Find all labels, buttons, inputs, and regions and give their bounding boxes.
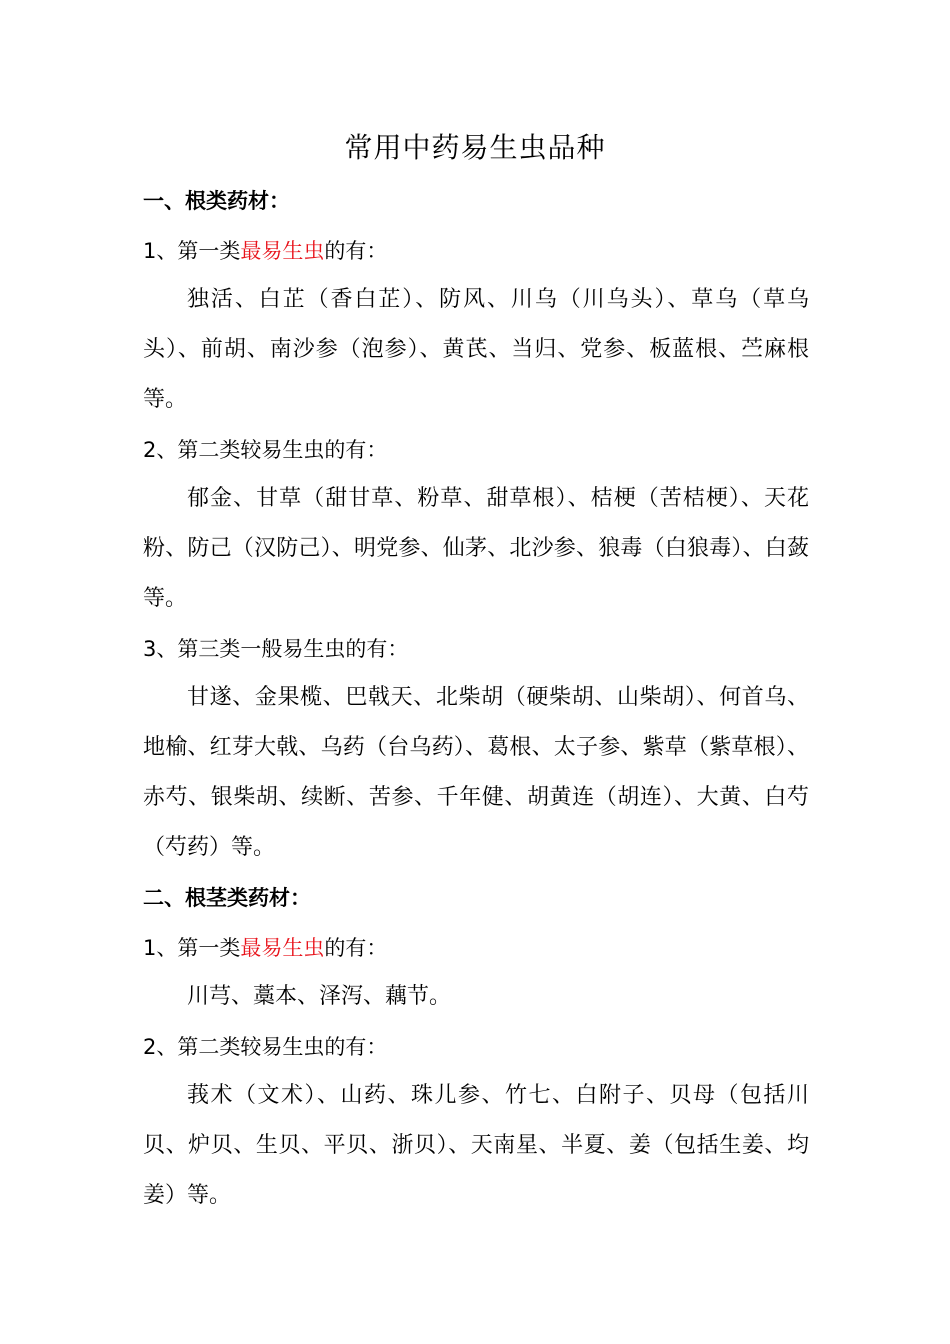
category-label-2: 2、第二类较易生虫的有： xyxy=(143,1035,388,1059)
herb-list-paragraph: 独活、白芷（香白芷）、防风、川乌（川乌头）、草乌（草乌头）、前胡、南沙参（泡参）、黄芪、当归、党参、板蓝根、苎麻根等。 xyxy=(143,287,809,412)
highlight-text: 最易生虫 xyxy=(240,936,325,960)
highlight-text: 最易生虫 xyxy=(240,239,325,263)
category-label-1 xyxy=(143,933,387,963)
category-suffix: 的有： xyxy=(324,936,388,960)
category-label-3: 3、第三类一般易生虫的有： xyxy=(143,637,409,661)
herb-list-paragraph: 莪术（文术）、山药、珠儿参、竹七、白附子、贝母（包括川贝、炉贝、生贝、平贝、浙贝）、天南星、半夏、姜（包括生姜、均姜）等。 xyxy=(143,1083,809,1208)
category-prefix: 1、第一类 xyxy=(143,936,241,960)
herb-list-paragraph: 甘遂、金果榄、巴戟天、北柴胡（硬柴胡、山柴胡）、何首乌、地榆、红芽大戟、乌药（台乌药）、葛根、太子参、紫草（紫草根）、赤芍、银柴胡、续断、苦参、千年健、胡黄连（胡连）、大黄、白芍（芍药）等。 xyxy=(143,685,809,860)
category-label-2: 2、第二类较易生虫的有： xyxy=(143,438,388,462)
section-heading-rhizomes: 二、根茎类药材： xyxy=(143,886,311,910)
herb-list-paragraph: 川芎、藁本、泽泻、藕节。 xyxy=(187,984,452,1009)
category-label-1 xyxy=(143,236,387,266)
page-title: 常用中药易生虫品种 xyxy=(344,131,606,164)
category-suffix: 的有： xyxy=(324,239,388,263)
herb-list-paragraph: 郁金、甘草（甜甘草、粉草、甜草根）、桔梗（苦桔梗）、天花粉、防己（汉防己）、明党参、仙茅、北沙参、狼毒（白狼毒）、白蔹等。 xyxy=(143,486,809,611)
section-heading-roots: 一、根类药材： xyxy=(143,189,290,213)
category-prefix: 1、第一类 xyxy=(143,239,241,263)
